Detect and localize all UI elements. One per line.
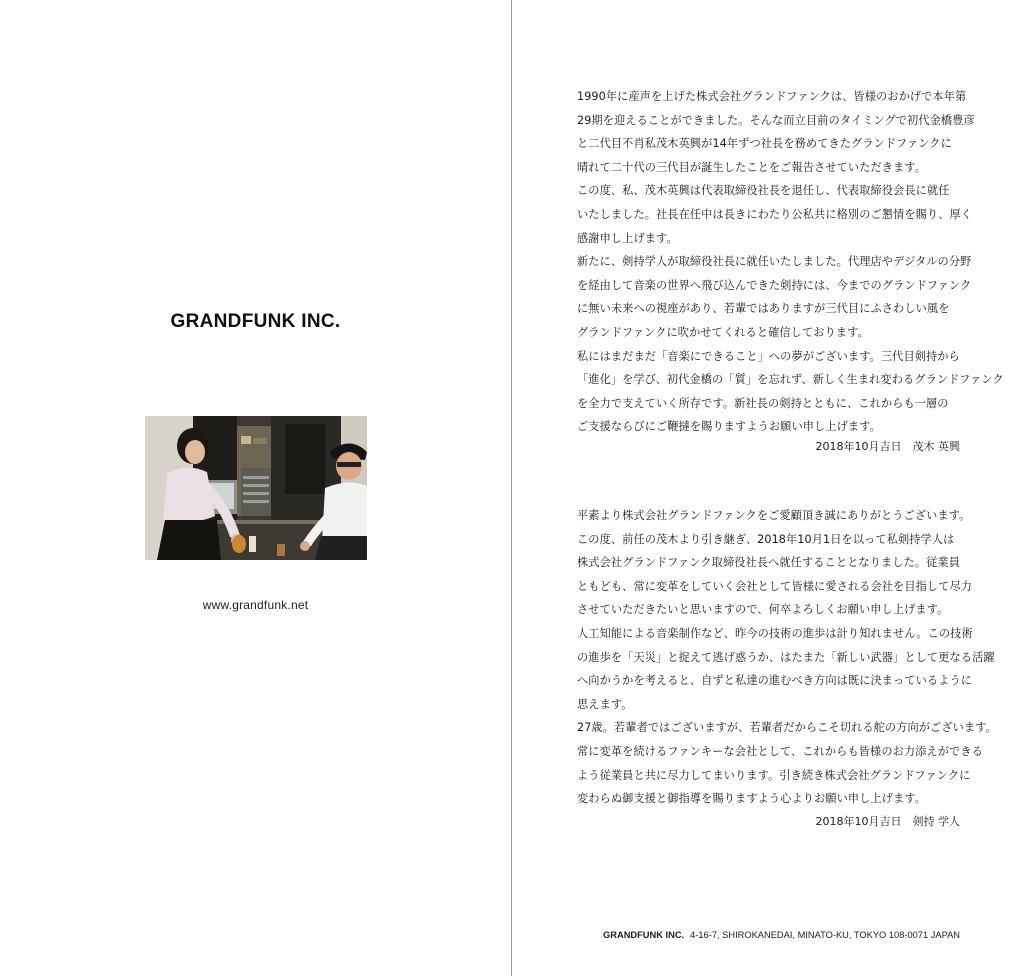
text-line: グランドファンクに吹かせてくれると確信しております。 — [577, 325, 869, 339]
text-line: 27歳。若輩者ではございますが、若輩者だからこそ切れる舵の方向がございます。 — [577, 721, 997, 735]
text-line: 1990年に産声を上げた株式会社グランドファンクは、皆様のおかげで本年第 — [577, 90, 967, 103]
text-line: この度、前任の茂木より引き継ぎ、2018年10月1日を以って私剣持学人は — [577, 532, 955, 546]
footer-address-text: 4-16-7, SHIROKANEDAI, MINATO-KU, TOKYO 108-0071 JAPAN — [690, 930, 960, 940]
text-line: 人工知能による音楽制作など、昨今の技術の進歩は計り知れません。この技術 — [577, 626, 973, 640]
text-line: よう従業員と共に尽力してまいります。引き続き株式会社グランドファンクに — [577, 768, 971, 782]
text-line: 「進化」を学び、初代金橋の「質」を忘れず、新しく生まれ変わるグランドファンク — [577, 373, 1004, 387]
text-line: 29期を迎えることができました。そんな而立目前のタイミングで初代金橋豊彦 — [577, 113, 975, 127]
text-line: へ向かうかを考えると、自ずと私達の進むべき方向は既に決まっているように — [577, 674, 973, 688]
text-line: 新たに、剣持学人が取締役社長に就任いたしました。代理店やデジタルの分野 — [577, 255, 972, 269]
left-page — [0, 0, 511, 976]
text-line: この度、私、茂木英興は代表取締役社長を退任し、代表取締役会長に就任 — [577, 184, 950, 198]
text-line: を全力で支えていく所存です。新社長の剣持とともに、これからも一層の — [577, 396, 949, 410]
text-line: ご支援ならびにご鞭撻を賜りますようお願い申し上げます。 — [577, 420, 881, 434]
company-logo: GRANDFUNK INC. — [170, 311, 341, 332]
website-url: www.grandfunk.net — [202, 598, 309, 612]
footer-company-name: GRANDFUNK INC. — [603, 930, 685, 940]
text-line: を経由して音楽の世界へ飛び込んできた剣持には、今までのグランドファンク — [577, 278, 972, 292]
text-line: 感謝申し上げます。 — [577, 231, 678, 245]
text-line: 常に変革を続けるファンキーな会社として、これからも皆様のお力添えができる — [577, 744, 983, 758]
text-line: 晴れて二十代の三代目が誕生したことをご報告させていただきます。 — [577, 160, 927, 174]
footer-address — [577, 930, 960, 940]
text-line: 変わらぬ御支援と御指導を賜りますよう心よりお願い申し上げます。 — [577, 792, 927, 806]
photo-two-men-studio — [145, 416, 367, 560]
text-line: 私にはまだまだ「音楽にできること」への夢がございます。三代目剣持から — [577, 349, 960, 363]
photo-illustration — [145, 416, 367, 560]
signature-chairman: 2018年10月吉日 茂木 英興 — [815, 440, 960, 453]
message-from-chairman — [577, 85, 1004, 439]
message-from-president — [577, 504, 997, 811]
text-line: に無い未来への視座があり、若輩ではありますが三代目にふさわしい風を — [577, 302, 950, 316]
text-line: と二代目不肖私茂木英興が14年ずつ社長を務めてきたグランドファンクに — [577, 137, 952, 151]
text-line: の進歩を「天災」と捉えて逃げ惑うか、はたまた「新しい武器」として更なる活躍 — [577, 650, 995, 664]
text-line: 株式会社グランドファンク取締役社長へ就任することとなりました。従業員 — [577, 556, 960, 570]
text-line: ともども、常に変革をしていく会社として皆様に愛される会社を目指して尽力 — [577, 579, 973, 593]
signature-president: 2018年10月吉日 剣持 学人 — [815, 815, 960, 828]
text-line: いたしました。社長在任中は長きにわたり公私共に格別のご懇情を賜り、厚く — [577, 207, 973, 221]
text-line: させていただきたいと思いますので、何卒よろしくお願い申し上げます。 — [577, 603, 949, 617]
text-line: 思えます。 — [577, 697, 633, 711]
text-line: 平素より株式会社グランドファンクをご愛顧頂き誠にありがとうございます。 — [577, 509, 971, 522]
